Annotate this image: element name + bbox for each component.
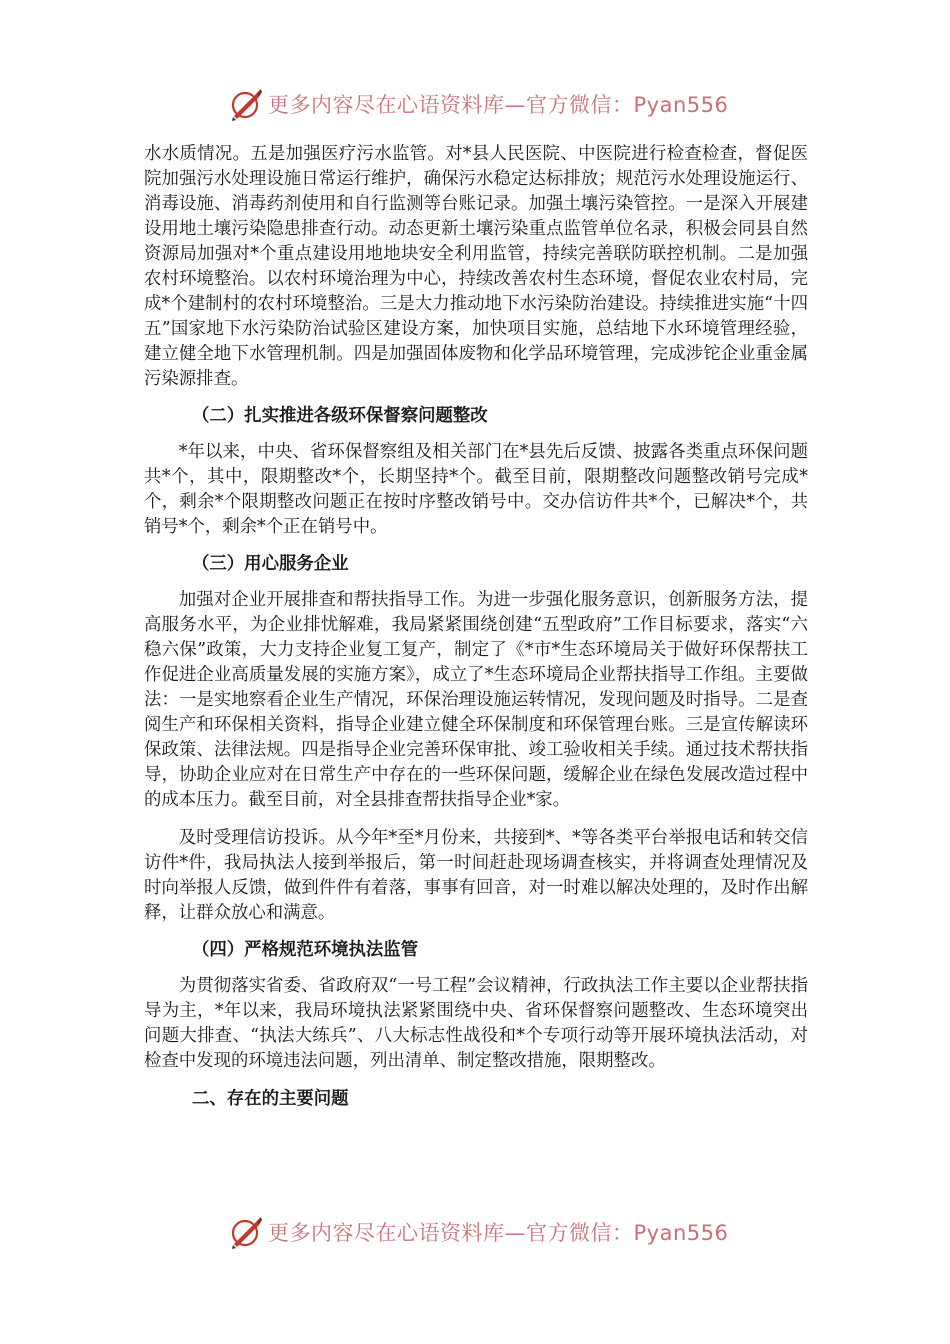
section-heading-2: （二）扎实推进各级环保督察问题整改 bbox=[192, 406, 488, 426]
paragraph-2: *年以来，中央、省环保督察组及相关部门在*县先后反馈、披露各类重点环保问题共*个，其中，限期整改*个，长期坚持*个。截至目前，限期整改问题整改销号完成*个，剩余*个限期整改问题正在按时序整改销号中。交办信访件共*个，已解决*个，共销号*个，剩余*个正在销号中。 bbox=[144, 442, 808, 537]
chapter-heading-2: 二、存在的主要问题 bbox=[192, 1089, 349, 1109]
watermark-text: 更多内容尽在心语资料库—官方微信：Pyan556 bbox=[268, 1221, 729, 1245]
section-heading-3: （三）用心服务企业 bbox=[192, 554, 349, 574]
pen-logo-icon bbox=[228, 1214, 264, 1250]
header-watermark-banner bbox=[228, 84, 748, 124]
paragraph-5: 为贯彻落实省委、省政府双“一号工程”会议精神，行政执法工作主要以企业帮扶指导为主，*年以来，我局环境执法紧紧围绕中央、省环保督察问题整改、生态环境突出问题大排查、“执法大练兵”、八大标志性战役和*个专项行动等开展环境执法活动，对检查中发现的环境违法问题，列出清单、制定整改措施，限期整改。 bbox=[144, 976, 808, 1071]
section-heading-4: （四）严格规范环境执法监管 bbox=[192, 940, 419, 960]
paragraph-4: 及时受理信访投诉。从今年*至*月份来，共接到*、*等各类平台举报电话和转交信访件*件，我局执法人接到举报后，第一时间赶赴现场调查核实，并将调查处理情况及时向举报人反馈，做到件件有着落，事事有回音，对一时难以解决处理的，及时作出解释，让群众放心和满意。 bbox=[144, 828, 808, 923]
footer-watermark-banner bbox=[228, 1212, 748, 1252]
paragraph-3: 加强对企业开展排查和帮扶指导工作。为进一步强化服务意识，创新服务方法，提高服务水平，为企业排忧解难，我局紧紧围绕创建“五型政府”工作目标要求，落实“六稳六保”政策，大力支持企业复工复产，制定了《*市*生态环境局关于做好环保帮扶工作促进企业高质量发展的实施方案》，成立了*生态环境局企业帮扶指导工作组。主要做法：一是实地察看企业生产情况，环保治理设施运转情况，发现问题及时指导。二是查阅生产和环保相关资料，指导企业建立健全环保制度和环保管理台账。三是宣传解读环保政策、法律法规。四是指导企业完善环保审批、竣工验收相关手续。通过技术帮扶指导，协助企业应对在日常生产中存在的一些环保问题，缓解企业在绿色发展改造过程中的成本压力。截至目前，对全县排查帮扶指导企业*家。 bbox=[144, 590, 808, 810]
paragraph-1: 水水质情况。五是加强医疗污水监管。对*县人民医院、中医院进行检查检查，督促医院加强污水处理设施日常运行维护，确保污水稳定达标排放；规范污水处理设施运行、消毒设施、消毒药剂使用和自行监测等台账记录。加强土壤污染管控。一是深入开展建设用地土壤污染隐患排查行动。动态更新土壤污染重点监管单位名录，积极会同县自然资源局加强对*个重点建设用地地块安全利用监管，持续完善联防联控机制。二是加强农村环境整治。以农村环境治理为中心，持续改善农村生态环境，督促农业农村局，完成*个建制村的农村环境整治。三是大力推动地下水污染防治建设。持续推进实施“十四五”国家地下水污染防治试验区建设方案，加快项目实施，总结地下水环境管理经验，建立健全地下水管理机制。四是加强固体废物和化学品环境管理，完成涉铊企业重金属污染源排查。 bbox=[144, 144, 808, 389]
document-body bbox=[144, 142, 808, 1112]
pen-logo-icon bbox=[228, 86, 264, 122]
watermark-text: 更多内容尽在心语资料库—官方微信：Pyan556 bbox=[268, 93, 729, 117]
